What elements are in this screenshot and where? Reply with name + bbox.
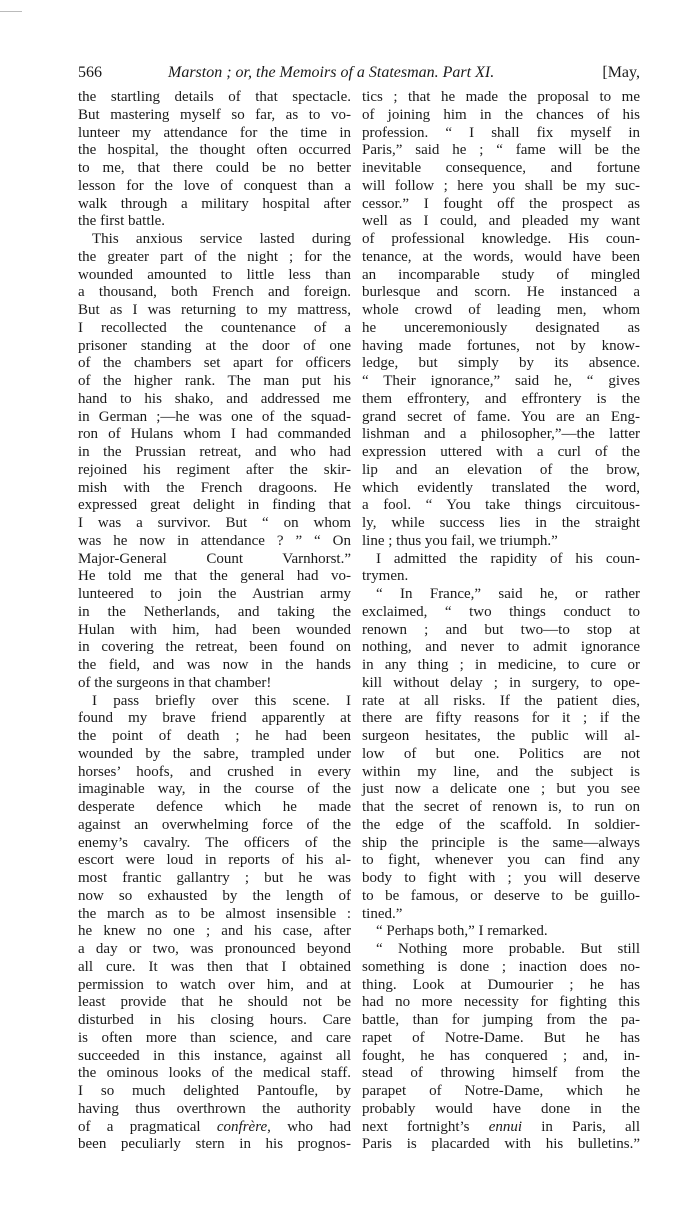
text-line: in German ;—he was one of the squad-: [78, 408, 351, 425]
text-line: ly, while success lies in the straight: [362, 515, 640, 531]
right-column: [362, 89, 640, 1154]
text-line: rapet of Notre-Dame. But he has: [362, 1029, 640, 1046]
text-line: I admitted the rapidity of his coun-: [376, 550, 640, 567]
text-line: he unceremoniously designated as: [362, 319, 640, 336]
text-line: nothing, and never to admit ignorance: [362, 639, 640, 656]
text-line: lunteered to join the Austrian army: [78, 586, 351, 602]
text-line: mish with the French dragoons. He: [78, 479, 351, 496]
text-line: I was a survivor. But “ on whom: [78, 515, 351, 531]
text-line: lip and an elevation of the brow,: [362, 461, 640, 478]
text-line: trymen.: [362, 568, 409, 585]
text-line: Major-General Count Varnhorst.”: [78, 550, 351, 567]
text-line: he knew no one ; and his case, after: [78, 923, 351, 940]
text-line: having thus overthrown the authority: [78, 1100, 351, 1117]
text-line: them effrontery, and effrontery is the: [362, 390, 640, 407]
running-header: [78, 64, 640, 86]
text-line: to me, that there could be no better: [78, 160, 351, 176]
text-line: tenance, at the words, would have been: [362, 248, 640, 265]
text-line: in the Prussian retreat, and who had: [78, 444, 351, 460]
text-line: thing. Look at Dumourier ; he has: [362, 976, 640, 993]
text-line: the hospital, the thought often occurred: [78, 142, 351, 159]
text-line: line ; thus you fail, we triumph.”: [362, 532, 558, 549]
text-line: the march as to be almost insensible :: [78, 905, 351, 922]
text-line: tined.”: [362, 905, 403, 922]
text-line: there are fifty reasons for it ; if the: [362, 710, 640, 727]
text-line: cessor.” I fought off the prospect as: [362, 195, 640, 212]
text-line: found my brave friend apparently at: [78, 710, 351, 727]
text-line: ledge, but simply by its absence.: [362, 355, 640, 372]
text-line: low of but one. Politics are not: [362, 745, 640, 762]
text-line: grand secret of fame. You are an Eng-: [362, 408, 640, 425]
text-line: battle, than for jumping from the pa-: [362, 1012, 640, 1028]
text-line: I recollected the countenance of a: [78, 319, 351, 336]
text-line: But as I was returning to my mattress,: [78, 302, 351, 318]
text-line: now so exhausted by the length of: [78, 887, 351, 904]
text-line: Paris is placarded with his bulletins.”: [362, 1136, 640, 1153]
text-line: renown ; and but two—to stop at: [362, 621, 640, 638]
text-line: lesson for the love of conquest than a: [78, 177, 351, 194]
text-line: “ Their ignorance,” said he, “ gives: [362, 373, 640, 389]
text-line: lunteer my attendance for the time in: [78, 124, 351, 141]
text-line: walk through a military hospital after: [78, 195, 351, 212]
text-line: probably would have done in the: [362, 1100, 640, 1117]
text-line: “ Nothing more probable. But still: [376, 941, 640, 957]
text-line: succeeded in this instance, against all: [78, 1047, 351, 1064]
text-line: within my line, and the subject is: [362, 763, 640, 780]
text-line: kill without delay ; in surgery, to ope-: [362, 674, 640, 691]
text-line: of the chambers set apart for officers: [78, 355, 351, 372]
text-line: lishman and a philosopher,”—the latter: [362, 426, 640, 443]
scan-mark: [0, 11, 22, 12]
text-line: that the secret of renown is, to run on: [362, 799, 640, 815]
text-line: which evidently translated the word,: [362, 479, 640, 496]
text-line: of the higher rank. The man put his: [78, 373, 351, 389]
text-line: escort were loud in reports of his al-: [78, 852, 351, 869]
text-line: against an overwhelming force of the: [78, 816, 351, 833]
text-line: stead of throwing himself from the: [362, 1065, 640, 1082]
text-line: disturbed in his closing hours. Care: [78, 1012, 351, 1028]
text-line: But mastering myself so far, as to vo-: [78, 106, 351, 123]
text-line: in any thing ; in medicine, to cure or: [362, 657, 640, 673]
text-line: was he now in attendance ? ” “ On: [78, 532, 351, 549]
text-line: “ In France,” said he, or rather: [376, 586, 640, 602]
text-line: imaginable way, in the course of the: [78, 781, 351, 798]
text-line: a fool. “ You take things circuitous-: [362, 497, 640, 514]
italic-word: ennui: [488, 1118, 523, 1135]
text-line: Paris,” said he ; “ fame will be the: [362, 142, 640, 159]
text-line: having made fortunes, not by know-: [362, 337, 640, 354]
text-line: Hulan with him, had been wounded: [78, 621, 351, 638]
text-line: of a pragmatical confrère, who had: [78, 1118, 351, 1135]
text-line: burlesque and scorn. He instanced a: [362, 284, 640, 301]
text-line: just now a delicate one ; but you see: [362, 781, 640, 798]
text-line: I pass briefly over this scene. I: [92, 692, 351, 709]
text-line: body to fight with ; you will deserve: [362, 870, 640, 886]
text-line: inevitable consequence, and fortune: [362, 160, 640, 176]
text-line: in the Netherlands, and taking the: [78, 603, 351, 620]
text-line: This anxious service lasted during: [92, 231, 351, 247]
running-title: Marston ; or, the Memoirs of a Statesman. Part XI.: [168, 64, 495, 81]
text-line: tics ; that he made the proposal to me: [362, 89, 640, 105]
text-line: the ominous looks of the medical staff.: [78, 1065, 351, 1082]
text-line: enemy’s cavalry. The officers of the: [78, 834, 351, 851]
text-line: expression uttered with a curl of the: [362, 444, 640, 460]
text-line: a day or two, was pronounced beyond: [78, 941, 351, 957]
text-line: horses’ hoofs, and crushed in every: [78, 763, 351, 780]
text-line: parapet of Notre-Dame, which he: [362, 1083, 640, 1099]
text-line: the startling details of that spectacle.: [78, 89, 351, 105]
text-line: rejoined his regiment after the skir-: [78, 461, 351, 478]
text-line: surgeon hesitates, the public will al-: [362, 728, 640, 744]
text-line: had no more necessity for fighting this: [362, 994, 640, 1011]
text-line: the point of death ; he had been: [78, 728, 351, 744]
text-line: least provide that he should not be: [78, 994, 351, 1011]
text-line: exclaimed, “ two things conduct to: [362, 603, 640, 620]
text-line: to fight, whenever you can find any: [362, 852, 640, 869]
text-line: next fortnight’s ennui in Paris, all: [362, 1118, 640, 1135]
issue-month: [May,: [602, 64, 640, 81]
text-line: “ Perhaps both,” I remarked.: [376, 923, 548, 940]
text-line: ship the principle is the same—always: [362, 834, 640, 851]
text-line: wounded by the sabre, trampled under: [78, 745, 351, 762]
text-line: the first battle.: [78, 213, 166, 230]
text-line: profession. “ I shall fix myself in: [362, 124, 640, 141]
text-line: of professional knowledge. His coun-: [362, 231, 640, 247]
italic-word: confrère: [216, 1118, 268, 1135]
text-line: rate at all risks. If the patient dies,: [362, 692, 640, 709]
text-line: will follow ; here you shall be my suc-: [362, 177, 640, 194]
text-line: hand to his shako, and addressed me: [78, 390, 351, 407]
text-line: prisoner standing at the door of one: [78, 337, 351, 354]
text-line: well as I could, and pleaded my want: [362, 213, 640, 230]
text-line: been peculiarly stern in his prognos-: [78, 1136, 351, 1153]
text-line: in covering the retreat, been found on: [78, 639, 351, 656]
text-line: the edge of the scaffold. In soldier-: [362, 816, 640, 833]
text-line: all cure. It was then that I obtained: [78, 958, 351, 975]
text-line: the field, and was now in the hands: [78, 657, 351, 673]
text-line: wounded amounted to little less than: [78, 266, 351, 283]
text-line: He told me that the general had vo-: [78, 568, 351, 585]
text-line: ron of Hulans whom I had commanded: [78, 426, 351, 443]
text-line: fought, he has conquered ; and, in-: [362, 1047, 640, 1064]
left-column: [78, 89, 351, 1154]
text-line: most frantic gallantry ; but he was: [78, 870, 351, 886]
text-line: I so much delighted Pantoufle, by: [78, 1083, 351, 1099]
text-line: of joining him in the chances of his: [362, 106, 640, 123]
text-line: whole crowd of leading men, whom: [362, 302, 640, 318]
page-number: 566: [78, 64, 102, 81]
text-line: something is done ; inaction does no-: [362, 958, 640, 975]
text-line: of the surgeons in that chamber!: [78, 674, 272, 691]
text-line: desperate defence which he made: [78, 799, 351, 815]
text-line: is often more than science, and care: [78, 1029, 351, 1046]
text-line: expressed great delight in finding that: [78, 497, 351, 514]
text-line: to be famous, or deserve to be guillo-: [362, 887, 640, 904]
text-line: the greater part of the night ; for the: [78, 248, 351, 265]
text-line: a thousand, both French and foreign.: [78, 284, 351, 301]
text-line: permission to watch over him, and at: [78, 976, 351, 993]
text-line: an incomparable study of mingled: [362, 266, 640, 283]
